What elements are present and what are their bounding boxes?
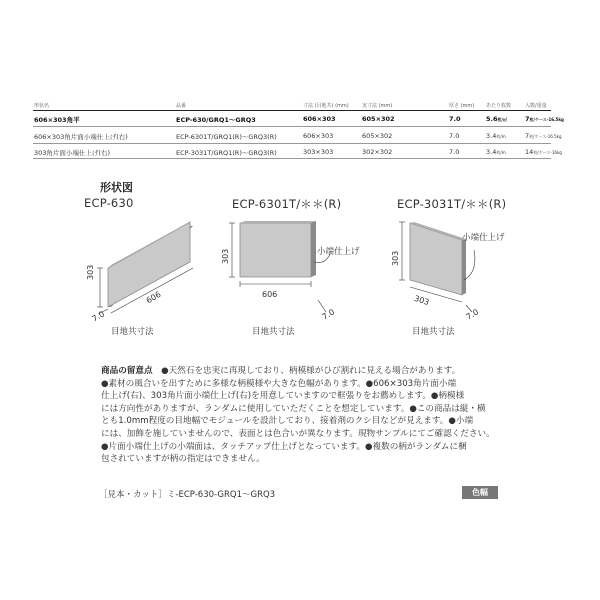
row2-code: ECP-6301T/GRQ1(R)～GRQ3(R): [176, 133, 277, 141]
color-variation-badge: 色幅: [462, 486, 498, 499]
shape1-tile-drawing: [97, 220, 193, 314]
row2-size: 606×303: [303, 132, 334, 140]
shape2-dim-w: 606: [262, 290, 278, 299]
row1-code: ECP-630/GRQ1～GRQ3: [176, 116, 256, 124]
header-code: 品番: [176, 103, 187, 109]
notes-line: 商品の留意点 ●天然石を忠実に再現しており、柄模様がひび割れに見える場合があります。: [101, 366, 461, 376]
notes-title: 商品の留意点: [101, 366, 153, 376]
row3-per: 3.4枚/m: [486, 148, 506, 156]
shape3-caption: 目地共寸法: [412, 327, 455, 337]
shape1-code: ECP-630: [84, 196, 134, 210]
row1-thick: 7.0: [449, 115, 461, 123]
shape3-dim-w: 303: [412, 293, 431, 308]
shape2-code: ECP-6301T/＊＊(R): [232, 197, 342, 211]
header-name: 形状名: [34, 103, 50, 109]
sample-label: ［見本・カット］: [99, 490, 167, 500]
sample-line: [99, 488, 275, 500]
row2-thick: 7.0: [449, 132, 460, 140]
sample-value: ミ-ECP-630-GRQ1～GRQ3: [166, 490, 276, 500]
notes-line: ●素材の風合いを出すために多様な柄模様や大きな色幅があります。●606×303角片面小端: [101, 378, 457, 389]
row2-per: 3.4枚/m: [486, 132, 506, 140]
shape1-dim-h: 303: [86, 264, 95, 280]
shape3-dim-t: 7.0: [464, 307, 481, 322]
shapes-title: 形状図: [100, 181, 133, 194]
shape1-dim-t: 7.0: [90, 309, 107, 324]
row1-per: 5.6枚/㎡: [486, 115, 507, 123]
shape3-edge-label: 小端仕上げ: [462, 233, 505, 243]
notes-line: 仕上げ(右)、303角片面小端仕上げ(右)を用意していますので框張りをお薦めします。●柄模様: [101, 391, 465, 402]
row1-size: 606×303: [303, 115, 336, 123]
row3-thick: 7.0: [449, 148, 460, 156]
row3-name: 303角片面小端仕上げ(右): [34, 149, 110, 157]
notes-line: とも1.0mm程度の目地幅でモジュールを設計しており、接着剤のクシ目などが見えます。●小端: [101, 416, 474, 427]
shape2-tile-drawing: [229, 221, 330, 312]
header-thick: 厚さ (mm): [449, 103, 475, 109]
row3-pack: 14枚/ケース-16kg: [525, 148, 562, 156]
header-actual: 実寸法 (mm): [362, 103, 393, 109]
row1-actual: 605×302: [362, 115, 395, 123]
row2-name: 606×303角片面小端仕上げ(右): [34, 133, 128, 141]
header-size: 寸法 (目地共) (mm): [303, 103, 349, 109]
shape2-edge-label: 小端仕上げ: [317, 247, 360, 257]
notes-line: ●片面小端仕上げの小端面は、タッチアップ仕上げとなっています。●複数の柄がランダムに梱: [101, 441, 467, 452]
header-per: あたり枚数: [486, 103, 512, 109]
notes-line: には、加飾を施していませんので、表面とは色合いが異なります。現物サンプルにてご確認ください。: [101, 428, 495, 439]
shape2-caption: 目地共寸法: [252, 327, 295, 337]
row3-code: ECP-3031T/GRQ1(R)～GRQ3(R): [176, 149, 277, 157]
row3-actual: 302×302: [362, 148, 393, 156]
shape3-dim-h: 303: [391, 250, 400, 266]
row3-size: 303×303: [303, 148, 334, 156]
header-pack: 入数/重量: [525, 103, 547, 109]
row2-actual: 605×302: [362, 132, 393, 140]
shape1-dim-w: 606: [144, 289, 163, 306]
notes-line: 包されていますが柄の指定はできません。: [101, 454, 265, 465]
shape2-dim-h: 303: [221, 248, 230, 264]
notes-line: には方向性がありますが、ランダムに使用していただくことを想定しています。●この商品は縦・横: [101, 403, 486, 414]
shape2-dim-t: 7.0: [320, 307, 337, 322]
row2-pack: 7枚/ケース-16.5kg: [525, 132, 562, 140]
row1-pack: 7枚/ケース-16.5kg: [525, 115, 564, 123]
notes-block: [101, 365, 497, 466]
row1-name: 606×303角平: [34, 116, 80, 124]
shape3-code: ECP-3031T/＊＊(R): [397, 197, 507, 211]
shape1-caption: 目地共寸法: [111, 327, 154, 337]
